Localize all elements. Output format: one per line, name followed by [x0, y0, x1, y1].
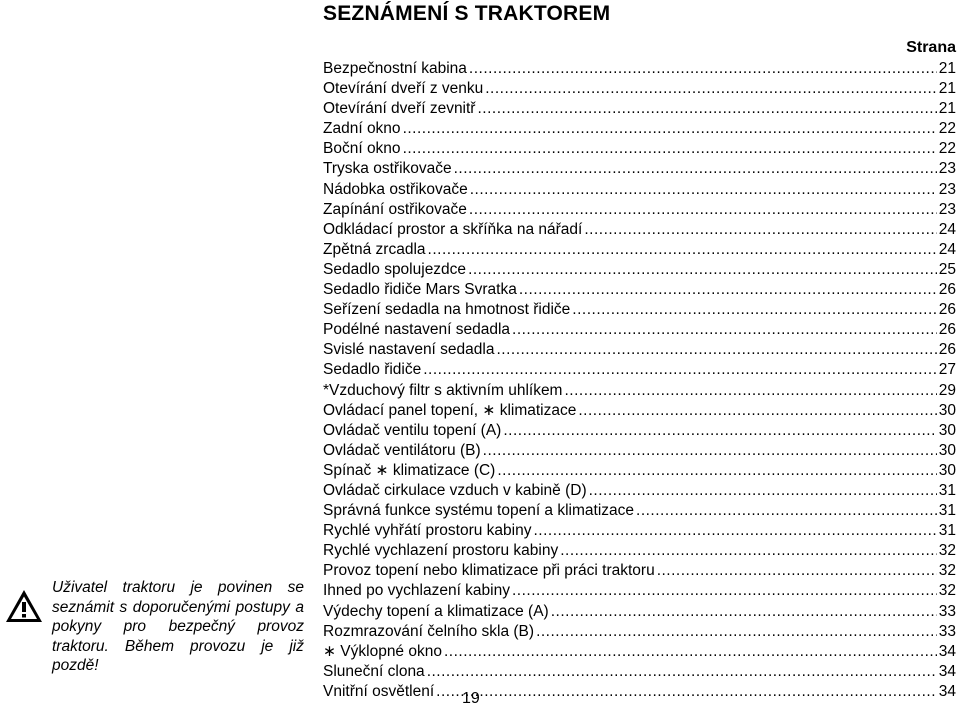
- toc-entry-page: 21: [938, 60, 956, 77]
- toc-leader-dots: [519, 280, 937, 300]
- toc-entry-label: Odkládací prostor a skříňka na nářadí: [323, 220, 583, 238]
- toc-entry-page: 26: [938, 281, 956, 299]
- toc-entry[interactable]: [323, 200, 956, 220]
- toc-entry[interactable]: [323, 602, 956, 622]
- toc-leader-dots: [477, 99, 936, 119]
- toc-leader-dots: [589, 481, 937, 501]
- toc-entry[interactable]: [323, 501, 956, 521]
- toc-entry-page: 32: [938, 542, 956, 560]
- toc-entry-page: 30: [938, 441, 956, 459]
- toc-entry[interactable]: [323, 220, 956, 240]
- toc-leader-dots: [468, 260, 937, 280]
- toc-leader-dots: [497, 461, 936, 481]
- toc-leader-dots: [657, 561, 937, 581]
- toc-leader-dots: [572, 300, 936, 320]
- toc-entry-label: Rychlé vyhřátí prostoru kabiny: [323, 522, 532, 540]
- toc-leader-dots: [584, 220, 936, 240]
- table-of-contents: [323, 59, 956, 702]
- toc-leader-dots: [503, 421, 936, 441]
- toc-entry[interactable]: [323, 381, 956, 401]
- toc-entry[interactable]: [323, 461, 956, 481]
- toc-entry[interactable]: [323, 119, 956, 139]
- toc-entry[interactable]: [323, 260, 956, 280]
- toc-entry-label: Spínač ∗ klimatizace (C): [323, 461, 496, 479]
- toc-entry-label: Výdechy topení a klimatizace (A): [323, 602, 549, 620]
- toc-leader-dots: [512, 581, 937, 601]
- toc-leader-dots: [436, 682, 937, 702]
- toc-entry-label: ∗ Výklopné okno: [323, 642, 442, 660]
- toc-entry-page: 31: [938, 522, 956, 540]
- toc-entry-page: 24: [938, 240, 956, 258]
- toc-entry[interactable]: [323, 682, 956, 702]
- toc-leader-dots: [483, 441, 937, 461]
- toc-entry-label: Otevírání dveří z venku: [323, 80, 484, 98]
- toc-entry-page: 34: [938, 682, 956, 700]
- toc-entry-label: Ovládač cirkulace vzduch v kabině (D): [323, 481, 587, 499]
- toc-leader-dots: [551, 602, 937, 622]
- toc-leader-dots: [454, 159, 937, 179]
- toc-entry[interactable]: [323, 561, 956, 581]
- toc-entry-page: 22: [938, 120, 956, 138]
- toc-leader-dots: [403, 139, 937, 159]
- toc-entry-page: 33: [938, 602, 956, 620]
- toc-leader-dots: [485, 79, 937, 99]
- toc-entry[interactable]: [323, 159, 956, 179]
- toc-entry[interactable]: [323, 79, 956, 99]
- toc-entry-page: 23: [938, 160, 956, 178]
- toc-entry-label: Rychlé vychlazení prostoru kabiny: [323, 542, 559, 560]
- toc-entry[interactable]: [323, 521, 956, 541]
- toc-entry-label: Ovládací panel topení, ∗ klimatizace: [323, 401, 577, 419]
- toc-leader-dots: [403, 119, 937, 139]
- toc-entry-page: 31: [938, 502, 956, 520]
- toc-entry-page: 21: [938, 80, 956, 98]
- toc-leader-dots: [470, 180, 937, 200]
- toc-entry-label: Podélné nastavení sedadla: [323, 321, 511, 339]
- toc-entry[interactable]: [323, 320, 956, 340]
- toc-entry[interactable]: [323, 99, 956, 119]
- toc-entry-label: Ihned po vychlazení kabiny: [323, 582, 510, 600]
- toc-entry-page: 33: [938, 622, 956, 640]
- toc-entry-page: 26: [938, 301, 956, 319]
- toc-entry[interactable]: [323, 360, 956, 380]
- toc-entry-page: 21: [938, 100, 956, 118]
- toc-entry-label: Sedadlo spolujezdce: [323, 260, 467, 278]
- toc-entry-page: 34: [938, 642, 956, 660]
- toc-entry-label: Boční okno: [323, 140, 401, 158]
- toc-entry-label: Tryska ostřikovače: [323, 160, 452, 178]
- toc-leader-dots: [636, 501, 937, 521]
- toc-entry-label: Zpětná zrcadla: [323, 240, 426, 258]
- toc-leader-dots: [444, 642, 937, 662]
- toc-leader-dots: [512, 320, 937, 340]
- toc-entry[interactable]: [323, 59, 956, 79]
- toc-entry[interactable]: [323, 662, 956, 682]
- toc-entry-page: 34: [938, 662, 956, 680]
- toc-entry-label: Nádobka ostřikovače: [323, 180, 468, 198]
- toc-leader-dots: [427, 662, 937, 682]
- toc-entry-label: Ovládač ventilu topení (A): [323, 421, 502, 439]
- warning-triangle-icon: [4, 588, 44, 624]
- toc-entry-page: 23: [938, 200, 956, 218]
- toc-leader-dots: [560, 541, 937, 561]
- toc-entry-page: 22: [938, 140, 956, 158]
- toc-entry-label: Ovládač ventilátoru (B): [323, 441, 481, 459]
- toc-entry-page: 26: [938, 321, 956, 339]
- toc-entry-page: 32: [938, 582, 956, 600]
- toc-entry[interactable]: [323, 441, 956, 461]
- toc-entry-page: 23: [938, 180, 956, 198]
- toc-entry-label: Seřízení sedadla na hmotnost řidiče: [323, 301, 571, 319]
- toc-entry-page: 31: [938, 481, 956, 499]
- toc-leader-dots: [469, 200, 937, 220]
- toc-leader-dots: [496, 340, 936, 360]
- toc-entry[interactable]: [323, 180, 956, 200]
- toc-leader-dots: [533, 521, 936, 541]
- page-title: SEZNÁMENÍ S TRAKTOREM: [323, 2, 611, 25]
- toc-leader-dots: [564, 381, 936, 401]
- toc-entry[interactable]: [323, 340, 956, 360]
- toc-entry-label: Vnitřní osvětlení: [323, 682, 435, 700]
- toc-entry-label: Zadní okno: [323, 120, 401, 138]
- toc-entry-label: Svislé nastavení sedadla: [323, 341, 495, 359]
- toc-leader-dots: [428, 240, 937, 260]
- toc-entry-label: Rozmrazování čelního skla (B): [323, 622, 535, 640]
- toc-entry-page: 27: [938, 361, 956, 379]
- toc-entry-page: 29: [938, 381, 956, 399]
- toc-entry-label: Sedadlo řidiče Mars Svratka: [323, 281, 517, 299]
- toc-entry[interactable]: [323, 622, 956, 642]
- toc-entry-label: Provoz topení nebo klimatizace při práci traktoru: [323, 562, 655, 580]
- toc-entry[interactable]: [323, 642, 956, 662]
- toc-entry-label: Správná funkce systému topení a klimatizace: [323, 502, 635, 520]
- toc-page-column-label: Strana: [906, 39, 956, 56]
- toc-entry-label: Otevírání dveří zevnitř: [323, 100, 476, 118]
- warning-text: Uživatel traktoru je povinen se seznámit s doporučenými postupy a pokyny pro bezpečný provoz traktoru. Během provozu je již pozdě!: [52, 579, 304, 674]
- toc-entry[interactable]: [323, 139, 956, 159]
- toc-entry[interactable]: [323, 300, 956, 320]
- toc-entry-page: 25: [938, 260, 956, 278]
- toc-entry-page: 30: [938, 421, 956, 439]
- page-number: 19: [462, 690, 480, 707]
- toc-entry-label: Zapínání ostřikovače: [323, 200, 467, 218]
- toc-leader-dots: [536, 622, 937, 642]
- toc-entry[interactable]: [323, 481, 956, 501]
- toc-entry[interactable]: [323, 240, 956, 260]
- toc-entry-label: Sluneční clona: [323, 662, 425, 680]
- toc-entry-page: 26: [938, 341, 956, 359]
- toc-entry-label: Sedadlo řidiče: [323, 361, 422, 379]
- toc-entry[interactable]: [323, 401, 956, 421]
- toc-leader-dots: [578, 401, 936, 421]
- toc-entry[interactable]: [323, 581, 956, 601]
- toc-leader-dots: [423, 360, 937, 380]
- toc-entry-page: 32: [938, 562, 956, 580]
- toc-entry[interactable]: [323, 280, 956, 300]
- toc-leader-dots: [469, 59, 937, 79]
- toc-entry-page: 30: [938, 461, 956, 479]
- toc-entry[interactable]: [323, 421, 956, 441]
- toc-entry-page: 24: [938, 220, 956, 238]
- toc-entry-page: 30: [938, 401, 956, 419]
- toc-entry[interactable]: [323, 541, 956, 561]
- toc-entry-label: *Vzduchový filtr s aktivním uhlíkem: [323, 381, 563, 399]
- toc-entry-label: Bezpečnostní kabina: [323, 60, 467, 77]
